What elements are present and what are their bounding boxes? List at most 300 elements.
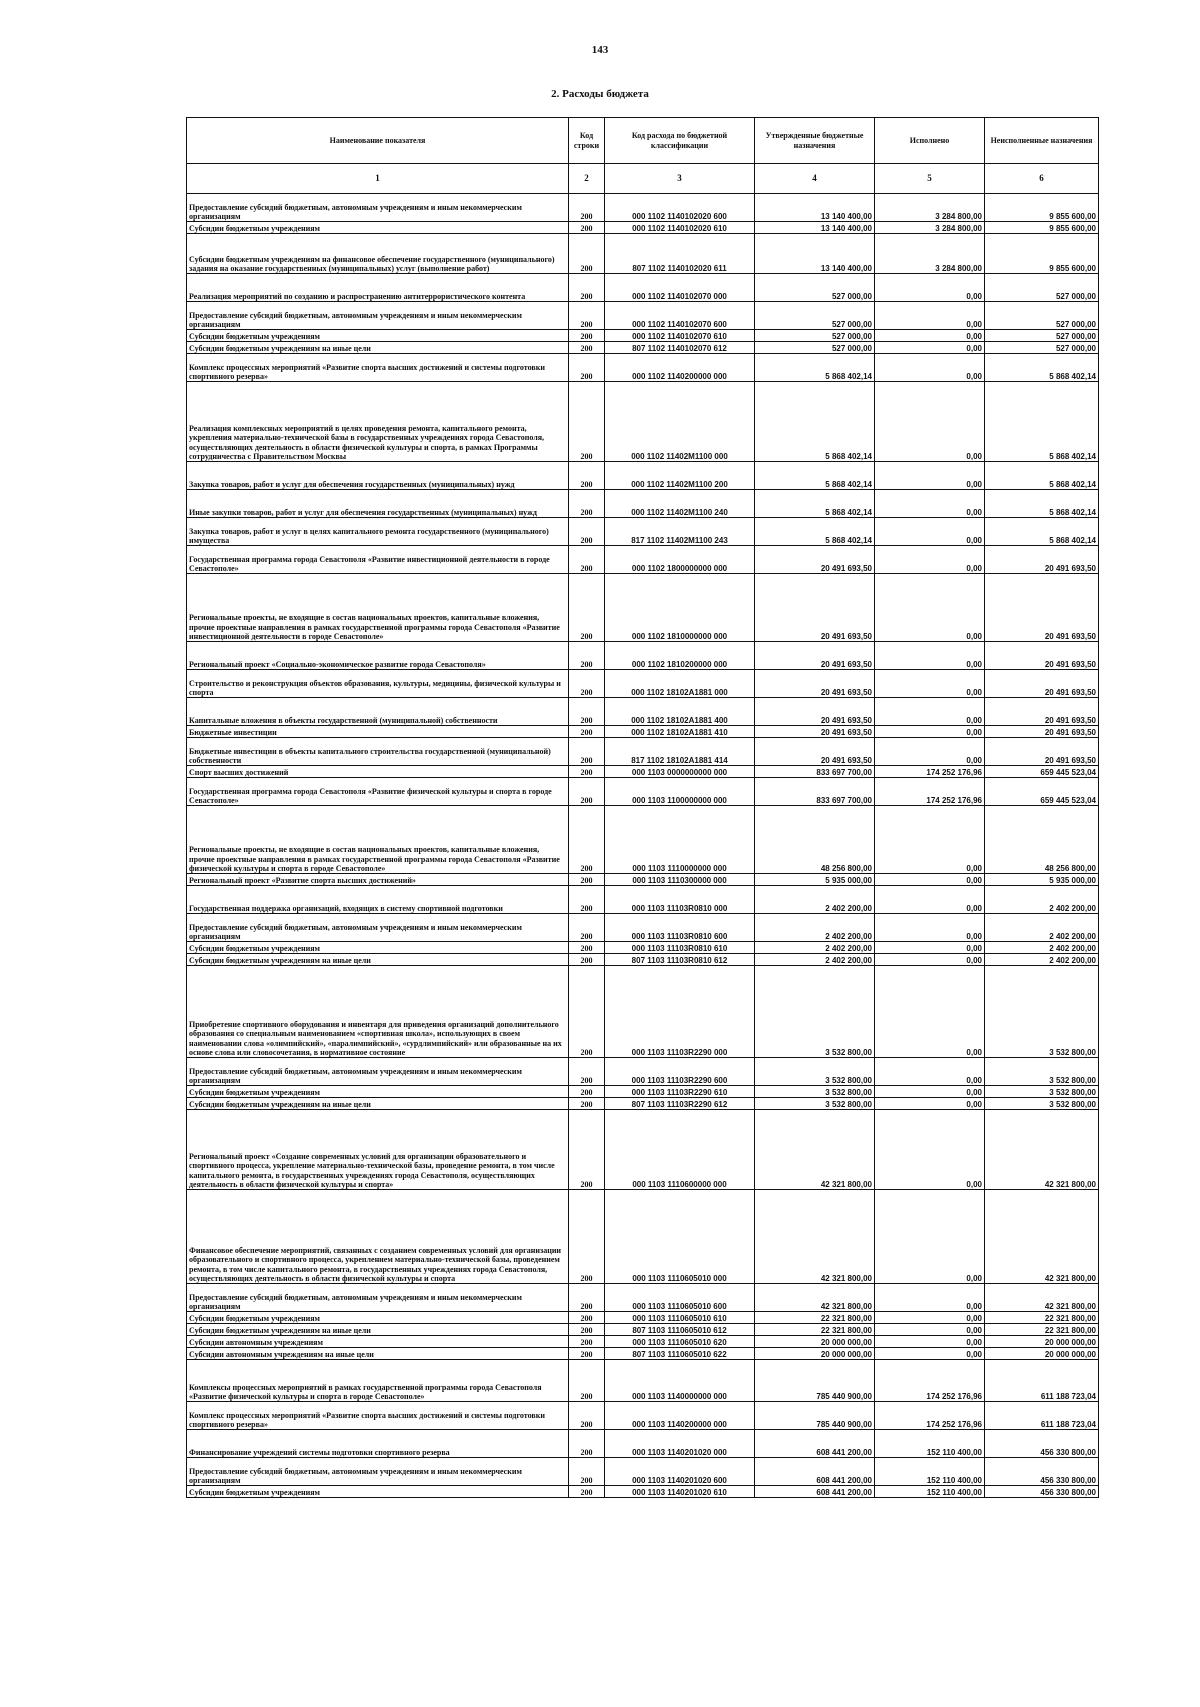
row-name-cell: Региональные проекты, не входящие в состав национальных проектов, капитальные вложения, прочие проектные направления в рамках государственной программы города Севастополя «Развитие физической культуры и спорта в городе Севастополе»	[187, 806, 569, 874]
executed-amount-cell: 0,00	[875, 942, 985, 954]
row-name-cell: Субсидии бюджетным учреждениям на финансовое обеспечение государственного (муниципального) задания на оказание государственных (муниципальных) услуг (выполнение работ)	[187, 234, 569, 274]
table-row	[187, 698, 1099, 726]
executed-amount-cell: 0,00	[875, 342, 985, 354]
unexecuted-amount-cell: 456 330 800,00	[985, 1458, 1099, 1486]
executed-amount-cell: 0,00	[875, 806, 985, 874]
classification-code-cell: 000 1103 11103R0810 000	[605, 886, 755, 914]
executed-amount-cell: 0,00	[875, 726, 985, 738]
executed-amount-cell: 0,00	[875, 274, 985, 302]
budget-expenses-table	[186, 117, 1099, 1498]
row-code-cell: 200	[569, 942, 605, 954]
row-name-cell: Комплекс процессных мероприятий «Развитие спорта высших достижений и системы подготовки спортивного резерва»	[187, 1402, 569, 1430]
approved-amount-cell: 20 491 693,50	[755, 698, 875, 726]
page-number: 143	[591, 44, 609, 56]
executed-amount-cell: 152 110 400,00	[875, 1430, 985, 1458]
approved-amount-cell: 5 868 402,14	[755, 462, 875, 490]
approved-amount-cell: 608 441 200,00	[755, 1430, 875, 1458]
unexecuted-amount-cell: 20 491 693,50	[985, 642, 1099, 670]
unexecuted-amount-cell: 20 000 000,00	[985, 1348, 1099, 1360]
row-code-cell: 200	[569, 778, 605, 806]
unexecuted-amount-cell: 2 402 200,00	[985, 914, 1099, 942]
header-row-code: Код строки	[569, 118, 605, 164]
row-name-cell: Закупка товаров, работ и услуг для обеспечения государственных (муниципальных) нужд	[187, 462, 569, 490]
row-name-cell: Реализация мероприятий по созданию и распространению антитеррористического контента	[187, 274, 569, 302]
row-code-cell: 200	[569, 194, 605, 222]
executed-amount-cell: 0,00	[875, 1110, 985, 1190]
classification-code-cell: 000 1102 1140102070 600	[605, 302, 755, 330]
table-row	[187, 302, 1099, 330]
table-row	[187, 354, 1099, 382]
classification-code-cell: 000 1102 18102A1881 000	[605, 670, 755, 698]
classification-code-cell: 000 1103 11103R0810 600	[605, 914, 755, 942]
approved-amount-cell: 785 440 900,00	[755, 1360, 875, 1402]
row-code-cell: 200	[569, 546, 605, 574]
classification-code-cell: 000 1103 1140201020 600	[605, 1458, 755, 1486]
row-code-cell: 200	[569, 966, 605, 1058]
approved-amount-cell: 13 140 400,00	[755, 234, 875, 274]
classification-code-cell: 000 1102 1810000000 000	[605, 574, 755, 642]
table-row	[187, 1360, 1099, 1402]
classification-code-cell: 000 1102 11402M1100 200	[605, 462, 755, 490]
table-row	[187, 342, 1099, 354]
table-row	[187, 234, 1099, 274]
row-name-cell: Бюджетные инвестиции в объекты капитального строительства государственной (муниципальной) собственности	[187, 738, 569, 766]
classification-code-cell: 000 1102 18102A1881 400	[605, 698, 755, 726]
classification-code-cell: 807 1103 1110605010 622	[605, 1348, 755, 1360]
executed-amount-cell: 0,00	[875, 874, 985, 886]
row-code-cell: 200	[569, 1458, 605, 1486]
table-row	[187, 942, 1099, 954]
table-row	[187, 462, 1099, 490]
unexecuted-amount-cell: 659 445 523,04	[985, 778, 1099, 806]
executed-amount-cell: 174 252 176,96	[875, 766, 985, 778]
table-row	[187, 1336, 1099, 1348]
row-code-cell: 200	[569, 806, 605, 874]
row-name-cell: Региональный проект «Развитие спорта высших достижений»	[187, 874, 569, 886]
table-row	[187, 1402, 1099, 1430]
row-name-cell: Субсидии бюджетным учреждениям	[187, 1486, 569, 1498]
row-code-cell: 200	[569, 642, 605, 670]
row-code-cell: 200	[569, 1312, 605, 1324]
approved-amount-cell: 2 402 200,00	[755, 954, 875, 966]
row-code-cell: 200	[569, 518, 605, 546]
table-header-row	[187, 118, 1099, 164]
table-row	[187, 574, 1099, 642]
header-executed: Исполнено	[875, 118, 985, 164]
unexecuted-amount-cell: 2 402 200,00	[985, 942, 1099, 954]
unexecuted-amount-cell: 5 868 402,14	[985, 382, 1099, 462]
classification-code-cell: 000 1102 1810200000 000	[605, 642, 755, 670]
classification-code-cell: 000 1102 1140102070 000	[605, 274, 755, 302]
approved-amount-cell: 20 491 693,50	[755, 546, 875, 574]
executed-amount-cell: 174 252 176,96	[875, 1402, 985, 1430]
executed-amount-cell: 0,00	[875, 886, 985, 914]
row-code-cell: 200	[569, 1486, 605, 1498]
classification-code-cell: 000 1103 1110605010 000	[605, 1190, 755, 1284]
approved-amount-cell: 608 441 200,00	[755, 1458, 875, 1486]
approved-amount-cell: 5 868 402,14	[755, 490, 875, 518]
table-row	[187, 726, 1099, 738]
row-name-cell: Субсидии бюджетным учреждениям	[187, 222, 569, 234]
executed-amount-cell: 0,00	[875, 1058, 985, 1086]
approved-amount-cell: 833 697 700,00	[755, 766, 875, 778]
table-row	[187, 1284, 1099, 1312]
row-code-cell: 200	[569, 1348, 605, 1360]
executed-amount-cell: 0,00	[875, 1336, 985, 1348]
executed-amount-cell: 0,00	[875, 1190, 985, 1284]
approved-amount-cell: 20 491 693,50	[755, 574, 875, 642]
approved-amount-cell: 527 000,00	[755, 302, 875, 330]
row-name-cell: Спорт высших достижений	[187, 766, 569, 778]
approved-amount-cell: 20 491 693,50	[755, 642, 875, 670]
unexecuted-amount-cell: 5 935 000,00	[985, 874, 1099, 886]
approved-amount-cell: 13 140 400,00	[755, 222, 875, 234]
row-name-cell: Государственная программа города Севастополя «Развитие физической культуры и спорта в городе Севастополе»	[187, 778, 569, 806]
header-unexecuted: Неисполненные назначения	[985, 118, 1099, 164]
header-classification-code: Код расхода по бюджетной классификации	[605, 118, 755, 164]
row-name-cell: Региональный проект «Социально-экономическое развитие города Севастополя»	[187, 642, 569, 670]
classification-code-cell: 807 1102 1140102070 612	[605, 342, 755, 354]
row-code-cell: 200	[569, 1110, 605, 1190]
table-row	[187, 1058, 1099, 1086]
row-code-cell: 200	[569, 1190, 605, 1284]
row-code-cell: 200	[569, 462, 605, 490]
row-code-cell: 200	[569, 330, 605, 342]
approved-amount-cell: 42 321 800,00	[755, 1110, 875, 1190]
unexecuted-amount-cell: 20 000 000,00	[985, 1336, 1099, 1348]
approved-amount-cell: 527 000,00	[755, 330, 875, 342]
table-row	[187, 194, 1099, 222]
unexecuted-amount-cell: 5 868 402,14	[985, 354, 1099, 382]
classification-code-cell: 000 1103 1110300000 000	[605, 874, 755, 886]
row-code-cell: 200	[569, 670, 605, 698]
row-code-cell: 200	[569, 1430, 605, 1458]
executed-amount-cell: 0,00	[875, 354, 985, 382]
row-code-cell: 200	[569, 354, 605, 382]
unexecuted-amount-cell: 48 256 800,00	[985, 806, 1099, 874]
row-name-cell: Региональные проекты, не входящие в состав национальных проектов, капитальные вложения, прочие проектные направления в рамках государственной программы города Севастополя «Развитие инвестиционной деятельности в городе Севастополе»	[187, 574, 569, 642]
row-code-cell: 200	[569, 766, 605, 778]
row-name-cell: Субсидии автономным учреждениям на иные цели	[187, 1348, 569, 1360]
table-column-number-row	[187, 164, 1099, 194]
unexecuted-amount-cell: 3 532 800,00	[985, 1098, 1099, 1110]
table-row	[187, 886, 1099, 914]
row-code-cell: 200	[569, 234, 605, 274]
row-code-cell: 200	[569, 726, 605, 738]
unexecuted-amount-cell: 5 868 402,14	[985, 518, 1099, 546]
table-row	[187, 1458, 1099, 1486]
classification-code-cell: 000 1102 1800000000 000	[605, 546, 755, 574]
row-name-cell: Субсидии автономным учреждениям	[187, 1336, 569, 1348]
row-name-cell: Закупка товаров, работ и услуг в целях капитального ремонта государственного (муниципального) имущества	[187, 518, 569, 546]
table-row	[187, 1086, 1099, 1098]
executed-amount-cell: 174 252 176,96	[875, 1360, 985, 1402]
executed-amount-cell: 0,00	[875, 954, 985, 966]
executed-amount-cell: 0,00	[875, 1098, 985, 1110]
classification-code-cell: 000 1102 1140200000 000	[605, 354, 755, 382]
column-number: 3	[605, 164, 755, 194]
header-approved: Утвержденные бюджетные назначения	[755, 118, 875, 164]
classification-code-cell: 000 1103 11103R2290 000	[605, 966, 755, 1058]
executed-amount-cell: 0,00	[875, 518, 985, 546]
row-name-cell: Предоставление субсидий бюджетным, автономным учреждениям и иным некоммерческим организациям	[187, 302, 569, 330]
section-title: 2. Расходы бюджета	[551, 88, 649, 100]
approved-amount-cell: 42 321 800,00	[755, 1284, 875, 1312]
table-row	[187, 490, 1099, 518]
unexecuted-amount-cell: 611 188 723,04	[985, 1402, 1099, 1430]
unexecuted-amount-cell: 456 330 800,00	[985, 1430, 1099, 1458]
row-code-cell: 200	[569, 342, 605, 354]
table-row	[187, 874, 1099, 886]
row-code-cell: 200	[569, 1098, 605, 1110]
row-name-cell: Финансовое обеспечение мероприятий, связанных с созданием современных условий для организации образовательного и спортивного процесса, укреплением материально-технической базы, проведением ремонта, в том числе капитального ремонта, в государственных учреждениях города Севастополя, осуществляющих деятельность в области физической культуры и спорта	[187, 1190, 569, 1284]
approved-amount-cell: 5 868 402,14	[755, 354, 875, 382]
unexecuted-amount-cell: 5 868 402,14	[985, 490, 1099, 518]
classification-code-cell: 000 1102 11402M1100 240	[605, 490, 755, 518]
executed-amount-cell: 0,00	[875, 1324, 985, 1336]
executed-amount-cell: 0,00	[875, 670, 985, 698]
approved-amount-cell: 5 868 402,14	[755, 518, 875, 546]
classification-code-cell: 000 1103 11103R2290 610	[605, 1086, 755, 1098]
classification-code-cell: 000 1102 11402M1100 000	[605, 382, 755, 462]
table-row	[187, 518, 1099, 546]
unexecuted-amount-cell: 456 330 800,00	[985, 1486, 1099, 1498]
executed-amount-cell: 0,00	[875, 574, 985, 642]
classification-code-cell: 817 1102 11402M1100 243	[605, 518, 755, 546]
classification-code-cell: 000 1103 1100000000 000	[605, 778, 755, 806]
column-number: 5	[875, 164, 985, 194]
approved-amount-cell: 785 440 900,00	[755, 1402, 875, 1430]
classification-code-cell: 000 1102 1140102020 600	[605, 194, 755, 222]
classification-code-cell: 000 1103 1110000000 000	[605, 806, 755, 874]
row-code-cell: 200	[569, 698, 605, 726]
table-row	[187, 546, 1099, 574]
executed-amount-cell: 3 284 800,00	[875, 222, 985, 234]
row-name-cell: Региональный проект «Создание современных условий для организации образовательного и спортивного процесса, укрепление материально-технической базы, проведение ремонта, в том числе капитального ремонта, в государственных учреждениях города Севастополя, осуществляющих деятельность в области физической культуры и спорта»	[187, 1110, 569, 1190]
unexecuted-amount-cell: 3 532 800,00	[985, 1058, 1099, 1086]
table-row	[187, 1190, 1099, 1284]
table-row	[187, 330, 1099, 342]
row-name-cell: Государственная программа города Севастополя «Развитие инвестиционной деятельности в городе Севастополе»	[187, 546, 569, 574]
table-row	[187, 914, 1099, 942]
row-name-cell: Субсидии бюджетным учреждениям	[187, 1086, 569, 1098]
executed-amount-cell: 0,00	[875, 490, 985, 518]
table-row	[187, 954, 1099, 966]
unexecuted-amount-cell: 9 855 600,00	[985, 194, 1099, 222]
row-name-cell: Субсидии бюджетным учреждениям на иные цели	[187, 342, 569, 354]
table-row	[187, 1348, 1099, 1360]
row-code-cell: 200	[569, 1360, 605, 1402]
unexecuted-amount-cell: 42 321 800,00	[985, 1110, 1099, 1190]
classification-code-cell: 000 1103 1140000000 000	[605, 1360, 755, 1402]
unexecuted-amount-cell: 527 000,00	[985, 302, 1099, 330]
table-row	[187, 1486, 1099, 1498]
row-name-cell: Субсидии бюджетным учреждениям	[187, 1312, 569, 1324]
unexecuted-amount-cell: 9 855 600,00	[985, 234, 1099, 274]
approved-amount-cell: 13 140 400,00	[755, 194, 875, 222]
classification-code-cell: 817 1102 18102A1881 414	[605, 738, 755, 766]
row-name-cell: Предоставление субсидий бюджетным, автономным учреждениям и иным некоммерческим организациям	[187, 1058, 569, 1086]
row-code-cell: 200	[569, 1324, 605, 1336]
header-indicator-name: Наименование показателя	[187, 118, 569, 164]
row-code-cell: 200	[569, 886, 605, 914]
approved-amount-cell: 22 321 800,00	[755, 1324, 875, 1336]
approved-amount-cell: 5 935 000,00	[755, 874, 875, 886]
executed-amount-cell: 0,00	[875, 698, 985, 726]
unexecuted-amount-cell: 20 491 693,50	[985, 546, 1099, 574]
executed-amount-cell: 152 110 400,00	[875, 1486, 985, 1498]
row-code-cell: 200	[569, 1284, 605, 1312]
approved-amount-cell: 2 402 200,00	[755, 942, 875, 954]
row-name-cell: Государственная поддержка организаций, входящих в систему спортивной подготовки	[187, 886, 569, 914]
row-code-cell: 200	[569, 914, 605, 942]
unexecuted-amount-cell: 659 445 523,04	[985, 766, 1099, 778]
row-code-cell: 200	[569, 954, 605, 966]
row-name-cell: Комплексы процессных мероприятий в рамках государственной программы города Севастополя «Развитие физической культуры и спорта в городе Севастополе»	[187, 1360, 569, 1402]
table-row	[187, 382, 1099, 462]
table-row	[187, 966, 1099, 1058]
table-row	[187, 1430, 1099, 1458]
row-code-cell: 200	[569, 1402, 605, 1430]
column-number: 2	[569, 164, 605, 194]
table-row	[187, 1324, 1099, 1336]
table-row	[187, 642, 1099, 670]
row-name-cell: Строительство и реконструкция объектов образования, культуры, медицины, физической культуры и спорта	[187, 670, 569, 698]
unexecuted-amount-cell: 2 402 200,00	[985, 954, 1099, 966]
executed-amount-cell: 152 110 400,00	[875, 1458, 985, 1486]
row-name-cell: Приобретение спортивного оборудования и инвентаря для приведения организаций дополнительного образования со специальным наименованием «спортивная школа», использующих в своем наименовании слова «олимпийский», «паралимпийский», «сурдлимпийский» или образованные на их основе слова или словосочетания, в нормативное состояние	[187, 966, 569, 1058]
row-code-cell: 200	[569, 1058, 605, 1086]
approved-amount-cell: 5 868 402,14	[755, 382, 875, 462]
row-name-cell: Предоставление субсидий бюджетным, автономным учреждениям и иным некоммерческим организациям	[187, 1284, 569, 1312]
classification-code-cell: 000 1103 0000000000 000	[605, 766, 755, 778]
table-row	[187, 766, 1099, 778]
unexecuted-amount-cell: 9 855 600,00	[985, 222, 1099, 234]
row-name-cell: Капитальные вложения в объекты государственной (муниципальной) собственности	[187, 698, 569, 726]
row-code-cell: 200	[569, 1086, 605, 1098]
row-code-cell: 200	[569, 490, 605, 518]
row-name-cell: Субсидии бюджетным учреждениям на иные цели	[187, 1098, 569, 1110]
row-name-cell: Предоставление субсидий бюджетным, автономным учреждениям и иным некоммерческим организациям	[187, 1458, 569, 1486]
executed-amount-cell: 3 284 800,00	[875, 234, 985, 274]
row-name-cell: Предоставление субсидий бюджетным, автономным учреждениям и иным некоммерческим организациям	[187, 914, 569, 942]
unexecuted-amount-cell: 22 321 800,00	[985, 1324, 1099, 1336]
classification-code-cell: 000 1103 1140201020 000	[605, 1430, 755, 1458]
row-name-cell: Бюджетные инвестиции	[187, 726, 569, 738]
unexecuted-amount-cell: 527 000,00	[985, 274, 1099, 302]
unexecuted-amount-cell: 611 188 723,04	[985, 1360, 1099, 1402]
column-number: 6	[985, 164, 1099, 194]
row-code-cell: 200	[569, 574, 605, 642]
unexecuted-amount-cell: 42 321 800,00	[985, 1284, 1099, 1312]
classification-code-cell: 000 1103 1110605010 610	[605, 1312, 755, 1324]
row-code-cell: 200	[569, 274, 605, 302]
column-number: 1	[187, 164, 569, 194]
unexecuted-amount-cell: 5 868 402,14	[985, 462, 1099, 490]
approved-amount-cell: 20 491 693,50	[755, 726, 875, 738]
classification-code-cell: 000 1102 1140102070 610	[605, 330, 755, 342]
classification-code-cell: 000 1103 1110605010 620	[605, 1336, 755, 1348]
classification-code-cell: 000 1102 18102A1881 410	[605, 726, 755, 738]
approved-amount-cell: 22 321 800,00	[755, 1312, 875, 1324]
approved-amount-cell: 2 402 200,00	[755, 886, 875, 914]
approved-amount-cell: 527 000,00	[755, 274, 875, 302]
table-row	[187, 1312, 1099, 1324]
approved-amount-cell: 3 532 800,00	[755, 966, 875, 1058]
column-number: 4	[755, 164, 875, 194]
classification-code-cell: 000 1103 11103R0810 610	[605, 942, 755, 954]
approved-amount-cell: 3 532 800,00	[755, 1086, 875, 1098]
approved-amount-cell: 42 321 800,00	[755, 1190, 875, 1284]
approved-amount-cell: 20 491 693,50	[755, 738, 875, 766]
approved-amount-cell: 48 256 800,00	[755, 806, 875, 874]
unexecuted-amount-cell: 527 000,00	[985, 342, 1099, 354]
approved-amount-cell: 3 532 800,00	[755, 1058, 875, 1086]
classification-code-cell: 000 1103 1110605010 600	[605, 1284, 755, 1312]
executed-amount-cell: 0,00	[875, 302, 985, 330]
unexecuted-amount-cell: 20 491 693,50	[985, 738, 1099, 766]
approved-amount-cell: 2 402 200,00	[755, 914, 875, 942]
classification-code-cell: 000 1103 1140200000 000	[605, 1402, 755, 1430]
classification-code-cell: 807 1103 1110605010 612	[605, 1324, 755, 1336]
table-row	[187, 274, 1099, 302]
executed-amount-cell: 0,00	[875, 738, 985, 766]
row-name-cell: Субсидии бюджетным учреждениям	[187, 942, 569, 954]
row-name-cell: Субсидии бюджетным учреждениям	[187, 330, 569, 342]
classification-code-cell: 000 1103 1110600000 000	[605, 1110, 755, 1190]
approved-amount-cell: 20 491 693,50	[755, 670, 875, 698]
unexecuted-amount-cell: 527 000,00	[985, 330, 1099, 342]
row-code-cell: 200	[569, 874, 605, 886]
unexecuted-amount-cell: 3 532 800,00	[985, 1086, 1099, 1098]
executed-amount-cell: 0,00	[875, 330, 985, 342]
executed-amount-cell: 0,00	[875, 462, 985, 490]
approved-amount-cell: 608 441 200,00	[755, 1486, 875, 1498]
approved-amount-cell: 527 000,00	[755, 342, 875, 354]
approved-amount-cell: 833 697 700,00	[755, 778, 875, 806]
executed-amount-cell: 0,00	[875, 1284, 985, 1312]
executed-amount-cell: 0,00	[875, 966, 985, 1058]
row-name-cell: Комплекс процессных мероприятий «Развитие спорта высших достижений и системы подготовки спортивного резерва»	[187, 354, 569, 382]
table-row	[187, 738, 1099, 766]
row-code-cell: 200	[569, 222, 605, 234]
row-name-cell: Субсидии бюджетным учреждениям на иные цели	[187, 954, 569, 966]
table-row	[187, 1098, 1099, 1110]
executed-amount-cell: 3 284 800,00	[875, 194, 985, 222]
unexecuted-amount-cell: 42 321 800,00	[985, 1190, 1099, 1284]
row-name-cell: Иные закупки товаров, работ и услуг для обеспечения государственных (муниципальных) нужд	[187, 490, 569, 518]
approved-amount-cell: 20 000 000,00	[755, 1336, 875, 1348]
table-body	[187, 194, 1099, 1498]
executed-amount-cell: 0,00	[875, 1086, 985, 1098]
unexecuted-amount-cell: 20 491 693,50	[985, 670, 1099, 698]
table-row	[187, 1110, 1099, 1190]
executed-amount-cell: 0,00	[875, 1348, 985, 1360]
classification-code-cell: 000 1103 1140201020 610	[605, 1486, 755, 1498]
unexecuted-amount-cell: 20 491 693,50	[985, 574, 1099, 642]
row-name-cell: Субсидии бюджетным учреждениям на иные цели	[187, 1324, 569, 1336]
row-name-cell: Реализация комплексных мероприятий в целях проведения ремонта, капитального ремонта, укрепления материально-технической базы в государственных учреждениях города Севастополя, осуществляющих деятельность в области физической культуры и спорта, в рамках Программы сотрудничества с Правительством Москвы	[187, 382, 569, 462]
row-code-cell: 200	[569, 1336, 605, 1348]
executed-amount-cell: 0,00	[875, 1312, 985, 1324]
table-row	[187, 778, 1099, 806]
classification-code-cell: 000 1103 11103R2290 600	[605, 1058, 755, 1086]
executed-amount-cell: 0,00	[875, 914, 985, 942]
unexecuted-amount-cell: 2 402 200,00	[985, 886, 1099, 914]
unexecuted-amount-cell: 20 491 693,50	[985, 698, 1099, 726]
classification-code-cell: 807 1102 1140102020 611	[605, 234, 755, 274]
classification-code-cell: 807 1103 11103R0810 612	[605, 954, 755, 966]
